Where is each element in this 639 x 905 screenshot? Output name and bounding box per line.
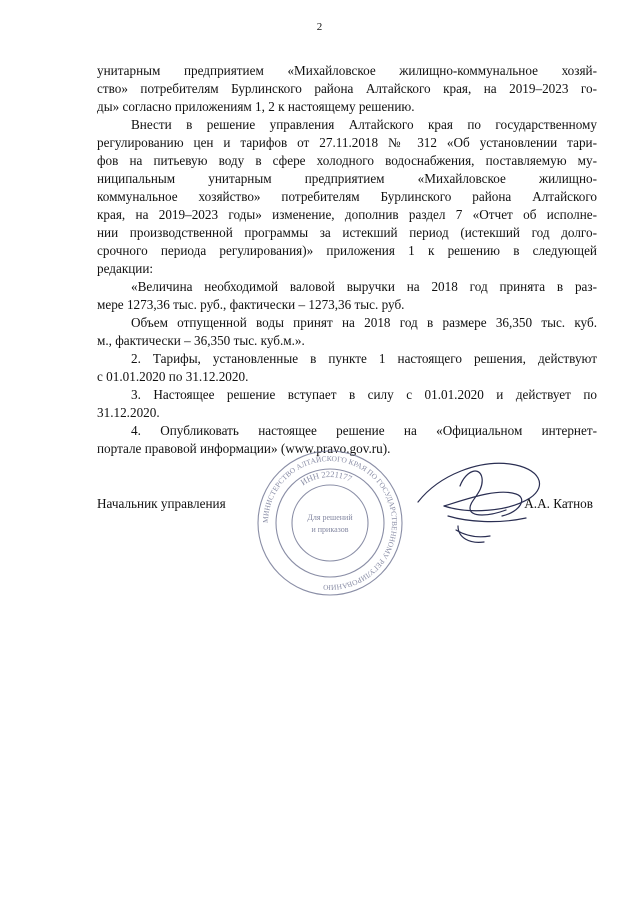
text-line: Объем отпущенной воды принят на 2018 год в размере 36,350 тыс. куб. xyxy=(131,315,597,330)
text-line: мере 1273,36 тыс. руб., фактически – 1273,36 тыс. руб. xyxy=(97,297,405,312)
text-line: редакции: xyxy=(97,261,154,276)
text-line: унитарным предприятием «Михайловское жилищно-коммунальное хозяй- xyxy=(97,63,597,78)
text-line: ды» согласно приложениям 1, 2 к настоящему решению. xyxy=(97,99,415,114)
text-line: коммунальное хозяйство» потребителям Бурлинского района Алтайского xyxy=(97,189,597,204)
stamp-inn-text: ИНН 2221177 xyxy=(298,468,354,488)
text-line: ниципальным унитарным предприятием «Михайловское жилищно- xyxy=(97,171,597,186)
signatory-name: А.А. Катнов xyxy=(524,496,593,511)
handwritten-signature xyxy=(410,458,560,558)
text-line: 31.12.2020. xyxy=(97,405,160,420)
stamp-center-text-1: Для решений xyxy=(307,513,353,522)
text-line: портале правовой информации» (www.pravo.gov.ru). xyxy=(97,441,391,456)
text-line: срочного периода регулирования)» приложения 1 к решению в следующей xyxy=(97,243,597,258)
text-line: фов на питьевую воду в сфере холодного водоснабжения, поставляемую му- xyxy=(97,153,597,168)
stamp-center-text-2: и приказов xyxy=(311,525,349,534)
text-line: 4. Опубликовать настоящее решение на «Официальном интернет- xyxy=(131,423,597,438)
text-line: 2. Тарифы, установленные в пункте 1 настоящего решения, действуют xyxy=(131,351,597,366)
text-line: м., фактически – 36,350 тыс. куб.м.». xyxy=(97,333,305,348)
text-line: нии производственной программы за истекший период (истекший год долго- xyxy=(97,225,597,240)
text-line: ство» потребителям Бурлинского района Алтайского края, на 2019–2023 го- xyxy=(97,81,597,96)
text-line: регулированию цен и тарифов от 27.11.2018 № 312 «Об установлении тари- xyxy=(97,135,597,150)
stamp-outer-text: МИНИСТЕРСТВО АЛТАЙСКОГО КРАЯ ПО ГОСУДАРСТВЕННОМУ РЕГУЛИРОВАНИЮ xyxy=(260,453,400,593)
text-line: 3. Настоящее решение вступает в силу с 01.01.2020 и действует по xyxy=(131,387,597,402)
text-line: «Величина необходимой валовой выручки на 2018 год принята в раз- xyxy=(131,279,597,294)
svg-text:ИНН 2221177 xyxy=(299,469,354,487)
official-stamp xyxy=(255,448,405,598)
signatory-position: Начальник управления xyxy=(97,496,226,511)
text-line: Внести в решение управления Алтайского края по государственному xyxy=(131,117,597,132)
text-line: края, на 2019–2023 годы» изменение, дополнив раздел 7 «Отчет об исполне- xyxy=(97,207,597,222)
document-body xyxy=(97,62,597,458)
page-number: 2 xyxy=(316,21,323,33)
text-line: с 01.01.2020 по 31.12.2020. xyxy=(97,369,249,384)
